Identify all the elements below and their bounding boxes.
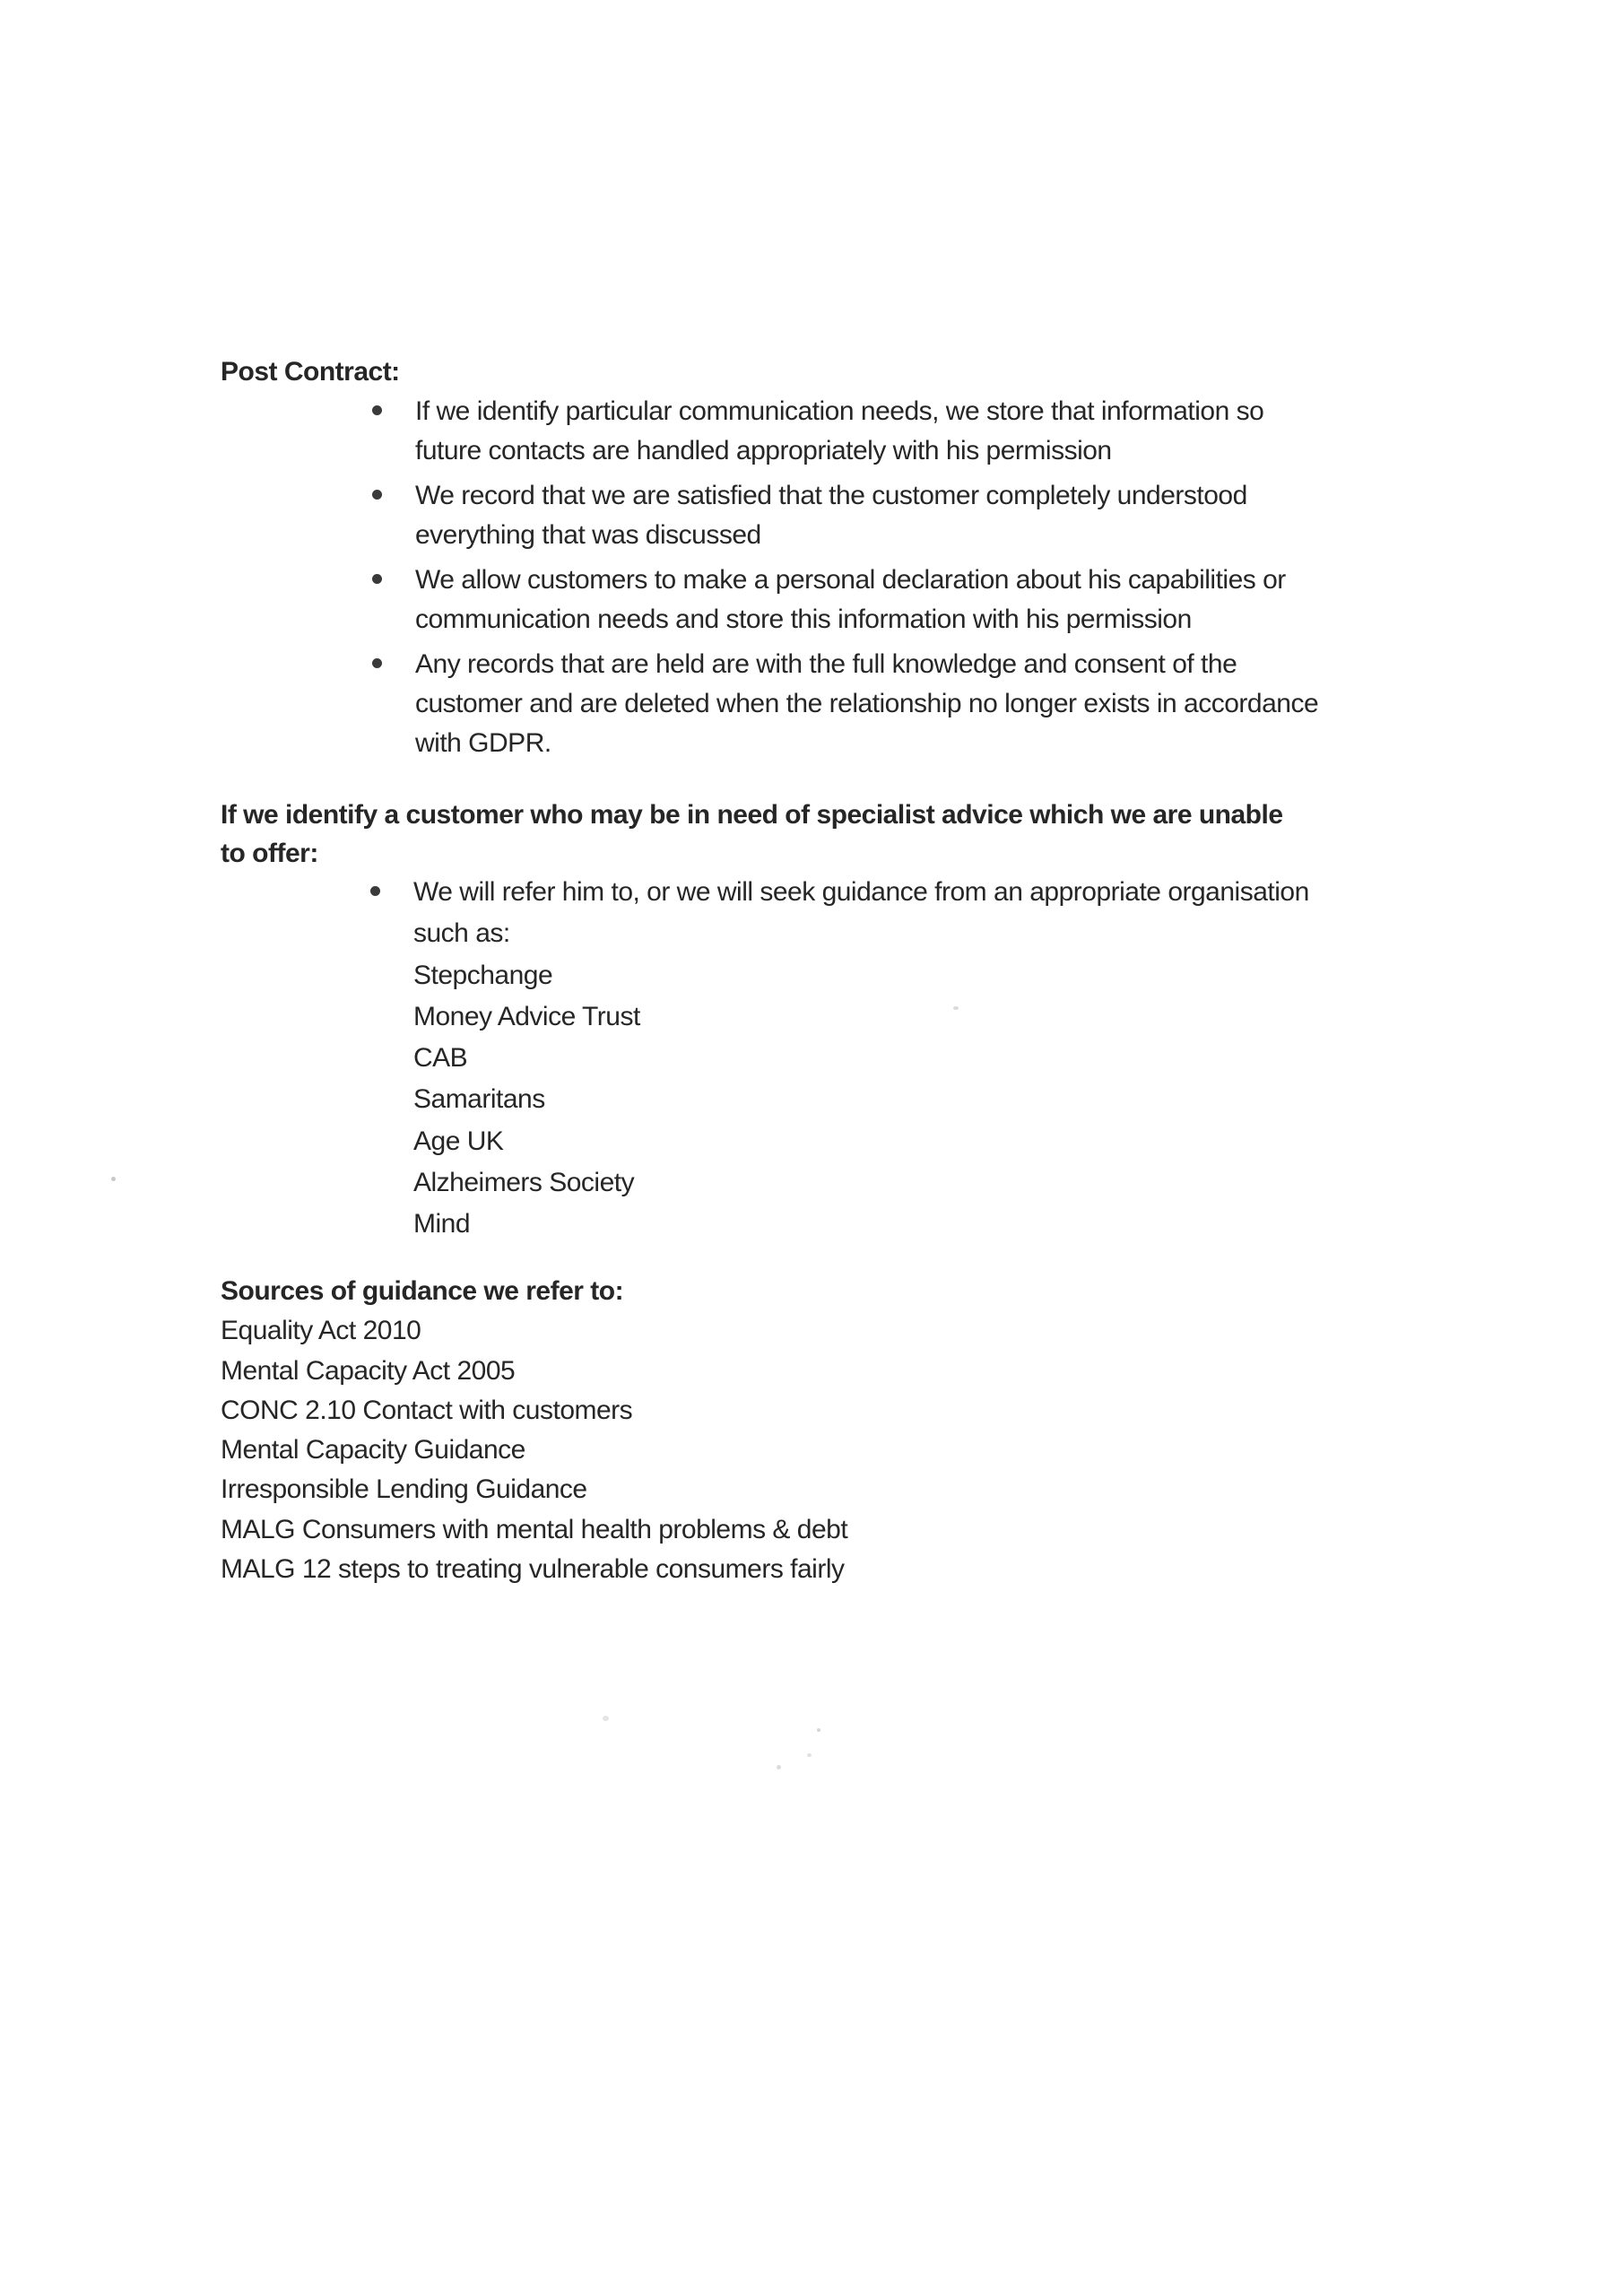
document-line: such as: [413, 918, 510, 949]
document-line: customer and are deleted when the relationship no longer exists in accordance [415, 689, 1319, 718]
bullet-dot-icon [372, 490, 382, 500]
scan-speck [111, 1177, 116, 1181]
scan-speck [953, 1006, 959, 1010]
organisation-item: Alzheimers Society [413, 1168, 635, 1198]
sources-section [221, 1272, 847, 1589]
bullet-dot-icon [370, 886, 380, 896]
organisation-item: Age UK [413, 1126, 504, 1156]
bullet-dot-icon [372, 405, 382, 415]
document-line: We will refer him to, or we will seek guidance from an appropriate organisation [413, 877, 1309, 907]
specialist-advice-heading [221, 796, 1283, 873]
source-item: Mental Capacity Guidance [221, 1435, 525, 1465]
document-line: If we identify particular communication needs, we store that information so [415, 396, 1264, 426]
source-item: MALG 12 steps to treating vulnerable consumers fairly [221, 1554, 845, 1585]
heading-line: to offer: [221, 839, 318, 868]
source-item: Equality Act 2010 [221, 1316, 421, 1346]
organisation-item: CAB [413, 1043, 468, 1074]
heading-line: If we identify a customer who may be in need of specialist advice which we are unable [221, 800, 1283, 830]
document-line: communication needs and store this information with his permission [415, 604, 1192, 634]
organisation-item: Mind [413, 1209, 471, 1239]
specialist-advice-bullet [413, 872, 1309, 1246]
source-item: Irresponsible Lending Guidance [221, 1474, 587, 1505]
source-item: CONC 2.10 Contact with customers [221, 1395, 633, 1425]
bullet-dot-icon [372, 658, 382, 668]
organisation-item: Samaritans [413, 1084, 545, 1115]
scan-speck [817, 1728, 820, 1732]
post-contract-heading: Post Contract: [221, 357, 400, 387]
scan-speck [603, 1716, 609, 1721]
scan-speck [777, 1765, 781, 1770]
document-line: with GDPR. [415, 728, 551, 758]
source-item: MALG Consumers with mental health problems & debt [221, 1514, 848, 1544]
document-line: We record that we are satisfied that the customer completely understood [415, 481, 1247, 510]
document-line: We allow customers to make a personal declaration about his capabilities or [415, 565, 1286, 595]
bullet-item [415, 476, 1247, 555]
scan-speck [807, 1753, 812, 1757]
organisation-item: Money Advice Trust [413, 1001, 640, 1031]
document-line: everything that was discussed [415, 520, 761, 550]
bullet-item [415, 561, 1286, 639]
bullet-dot-icon [372, 574, 382, 584]
bullet-item [415, 392, 1263, 471]
bullet-item [415, 645, 1318, 763]
organisation-item: Stepchange [413, 960, 553, 990]
sources-heading: Sources of guidance we refer to: [221, 1276, 624, 1306]
document-line: Any records that are held are with the full knowledge and consent of the [415, 649, 1237, 679]
source-item: Mental Capacity Act 2005 [221, 1355, 516, 1386]
document-line: future contacts are handled appropriately with his permission [415, 436, 1112, 465]
